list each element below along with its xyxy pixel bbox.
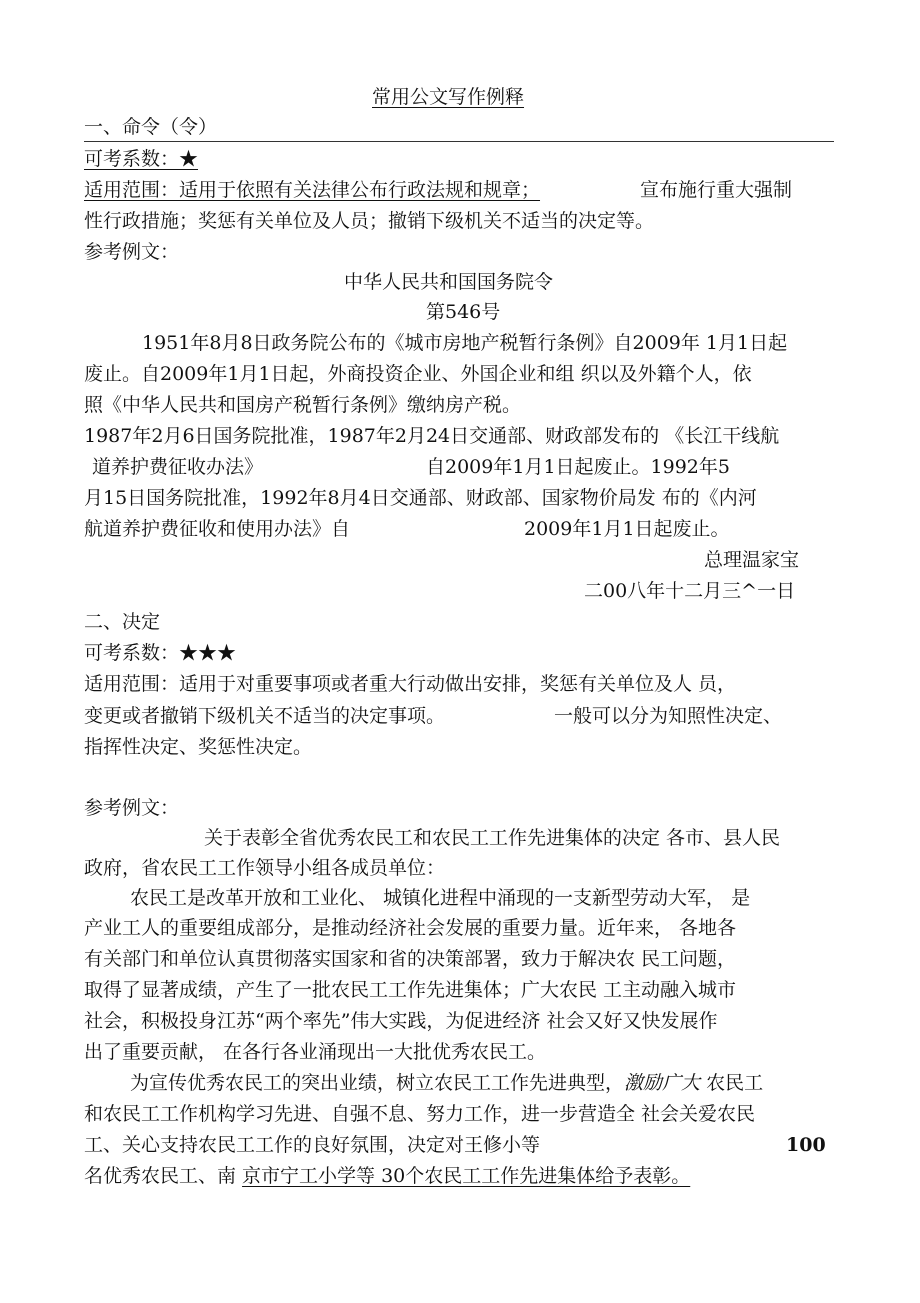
section-1-rule (84, 141, 834, 142)
decision-title-line-1: 关于表彰全省优秀农民工和农民工工作先进集体的决定 各市、县人民 (204, 827, 781, 849)
order-para-2-line-3: 月15日国务院批准，1992年8月4日交通部、财政部、国家物价局发 布的《内河 (84, 487, 757, 509)
order-number: 第546号 (426, 301, 501, 323)
decision-para-2-line-4-underlined: 京市宁工小学等 30个农民工工作先进集体给予表彰。 (242, 1165, 691, 1187)
order-para-2-line-4a: 航道养护费征收和使用办法》自 (84, 518, 351, 540)
section-2-ref-label: 参考例文： (84, 797, 180, 819)
section-2-heading: 二、决定 (84, 611, 161, 633)
decision-para-1-line-6: 出了重要贡献， 在各行各业涌现出一大批优秀农民工。 (84, 1041, 547, 1063)
section-1-scope-c: 性行政措施；奖惩有关单位及人员；撤销下级机关不适当的决定等。 (84, 210, 655, 232)
decision-para-2-line-3a: 工、关心支持农民工工作的良好氛围，决定对王修小等 (84, 1134, 541, 1156)
decision-para-2-line-4-a: 名优秀农民工、南 (84, 1165, 243, 1187)
section-1-scope-b: 宣布施行重大强制 (640, 179, 793, 201)
decision-para-1-line-4: 取得了显著成绩，产生了一批农民工工作先进集体；广大农民 工主动融入城市 (84, 979, 737, 1001)
decision-para-1-line-1: 农民工是改革开放和工业化、 城镇化进程中涌现的一支新型劳动大军， 是 (130, 887, 751, 909)
section-2-scope-c: 指挥性决定、奖惩性决定。 (84, 736, 313, 758)
decision-para-1-line-5: 社会，积极投身江苏“两个率先”伟大实践，为促进经济 社会又好又快发展作 (84, 1010, 718, 1032)
document-title: 常用公文写作例释 (372, 86, 525, 108)
decision-para-1-line-3: 有关部门和单位认真贯彻落实国家和省的决策部署，致力于解决农 民工问题， (84, 948, 737, 970)
decision-para-2-line-1-a: 为宣传优秀农民工的突出业绩，树立农民工工作先进典型， (130, 1072, 625, 1094)
decision-para-2-line-3b: 100 (786, 1134, 826, 1156)
decision-title-line-2: 政府，省农民工工作领导小组各成员单位： (84, 857, 446, 879)
section-1-factor: 可考系数：★ (84, 148, 199, 170)
order-para-2-line-1: 1987年2月6日国务院批准，1987年2月24日交通部、财政部发布的 《长江干线航 (84, 425, 780, 447)
order-para-2-line-2b: 自2009年1月1日起废止。1992年5 (426, 456, 730, 478)
section-1-ref-label: 参考例文： (84, 241, 180, 263)
decision-para-2-line-1-italic: 激励广大 (624, 1072, 701, 1094)
order-para-1-line-1: 1951年8月8日政务院公布的《城市房地产税暂行条例》自2009年 1月1日起 (142, 332, 788, 354)
decision-para-1-line-2: 产业工人的重要组成部分，是推动经济社会发展的重要力量。近年来， 各地各 (84, 917, 737, 939)
section-2-scope-a: 适用范围：适用于对重要事项或者重大行动做出安排，奖惩有关单位及人 员， (84, 673, 737, 695)
order-signer: 总理温家宝 (704, 549, 800, 571)
section-2-scope-b1: 变更或者撤销下级机关不适当的决定事项。 (84, 705, 446, 727)
order-date: 二00八年十二月三^一日 (584, 580, 796, 602)
decision-para-2-line-2: 和农民工工作机构学习先进、自强不息、努力工作，进一步营造全 社会关爱农民 (84, 1103, 756, 1125)
section-2-factor: 可考系数：★★★ (84, 642, 237, 664)
decision-para-2-line-1 (130, 1070, 763, 1096)
section-1-scope-a: 适用范围：适用于依照有关法律公布行政法规和规章； (84, 179, 541, 201)
section-1-heading: 一、命令（令） (84, 116, 218, 138)
order-title: 中华人民共和国国务院令 (344, 271, 554, 293)
order-para-1-line-3: 照《中华人民共和国房产税暂行条例》缴纳房产税。 (84, 394, 522, 416)
decision-para-2-line-1-c: 农民工 (700, 1072, 764, 1094)
order-para-1-line-2: 废止。自2009年1月1日起，外商投资企业、外国企业和组 织以及外籍个人，依 (84, 363, 752, 385)
decision-para-2-line-4 (84, 1163, 690, 1189)
section-2-scope-b2: 一般可以分为知照性决定、 (554, 705, 783, 727)
order-para-2-line-4b: 2009年1月1日起废止。 (524, 518, 730, 540)
order-para-2-line-2a: 道养护费征收办法》 (92, 456, 264, 478)
